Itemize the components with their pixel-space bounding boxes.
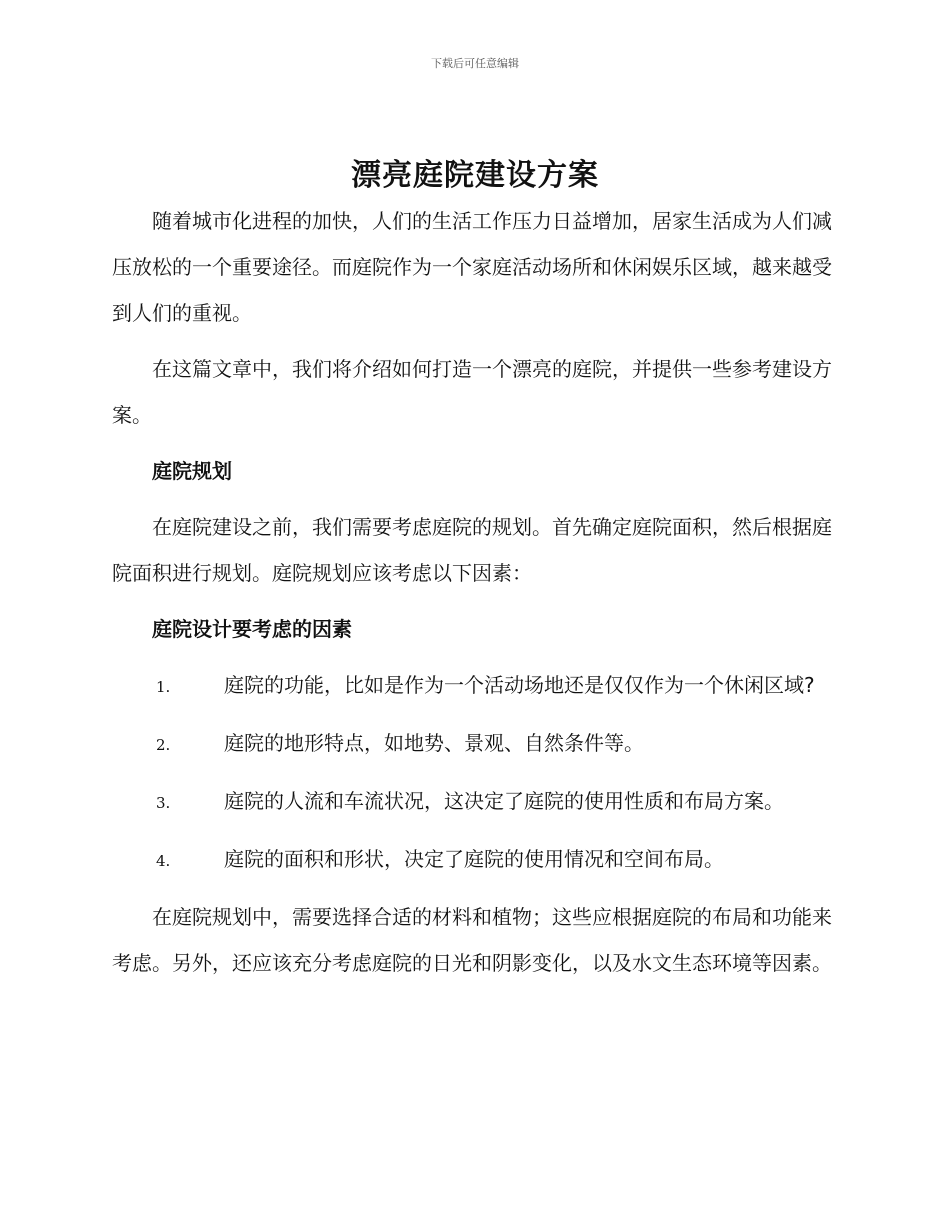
heading-factors: 庭院设计要考虑的因素 <box>152 617 352 641</box>
intro-paragraph: 随着城市化进程的加快，人们的生活工作压力日益增加，居家生活成为人们减压放松的一个重要途径。而庭院作为一个家庭活动场所和休闲娱乐区域，越来越受到人们的重视。 <box>112 209 832 325</box>
list-item <box>112 720 834 768</box>
planning-paragraph: 在庭院建设之前，我们需要考虑庭院的规划。首先确定庭院面积，然后根据庭院面积进行规划。庭院规划应该考虑以下因素： <box>112 515 832 585</box>
list-item-text: 庭院的地形特点，如地势、景观、自然条件等。 <box>224 731 644 755</box>
list-item-number: 1. <box>156 678 171 696</box>
list-item-number: 3. <box>156 794 171 812</box>
list-item-text: 庭院的人流和车流状况，这决定了庭院的使用性质和布局方案。 <box>224 789 784 813</box>
list-item-text: 庭院的面积和形状，决定了庭院的使用情况和空间布局。 <box>224 847 724 871</box>
list-item-number: 4. <box>156 852 171 870</box>
list-item-text: 庭院的功能，比如是作为一个活动场地还是仅仅作为一个休闲区域? <box>224 673 815 697</box>
list-item-number: 2. <box>156 736 171 754</box>
materials-paragraph: 在庭院规划中，需要选择合适的材料和植物；这些应根据庭院的布局和功能来考虑。另外，还应该充分考虑庭院的日光和阴影变化，以及水文生态环境等因素。 <box>112 905 832 975</box>
list-item <box>112 662 834 710</box>
document-body <box>112 198 834 996</box>
list-item <box>112 836 834 884</box>
article-paragraph: 在这篇文章中，我们将介绍如何打造一个漂亮的庭院，并提供一些参考建设方案。 <box>112 357 832 427</box>
page-header: 下载后可任意编辑 <box>431 57 519 70</box>
heading-planning: 庭院规划 <box>152 459 232 483</box>
list-item <box>112 778 834 826</box>
document-title: 漂亮庭院建设方案 <box>351 158 599 193</box>
